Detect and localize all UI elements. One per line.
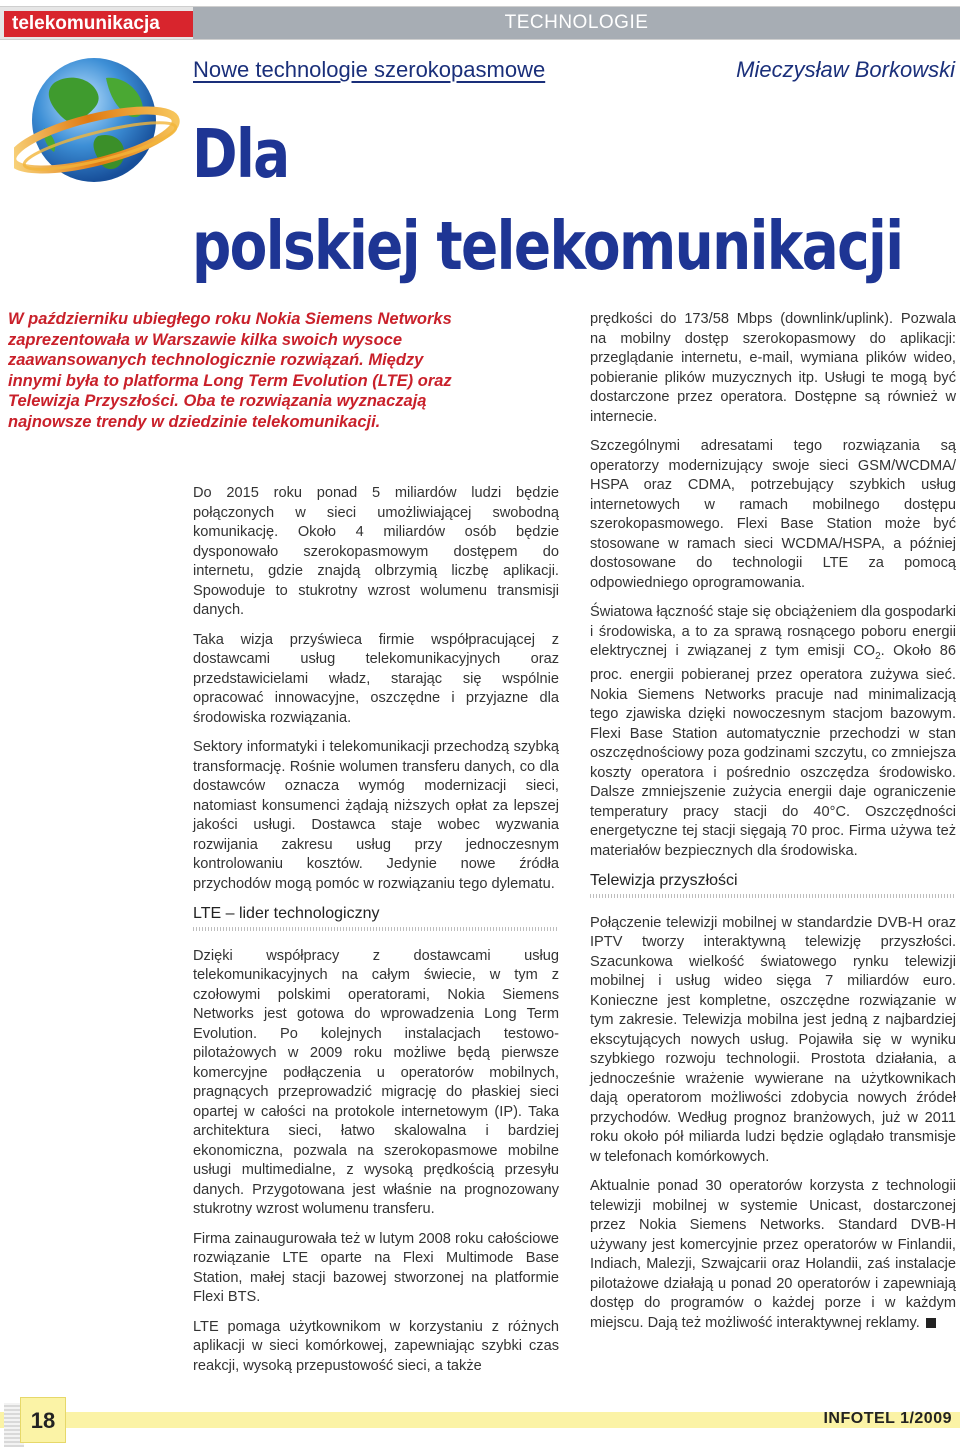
heading-rule <box>193 927 559 931</box>
section-heading-lte <box>193 904 559 933</box>
article-lead: W październiku ubiegłego roku Nokia Siemens Networks zaprezentowała w Warszawie kilka swoich wysoce zaawansowanych technologicznie rozwiązań. Między innymi była to platforma Long Term Evolution (LTE) oraz Telewizja Przyszłości. Oba te rozwiązania wyznaczają najnowsze trendy w dziedzinie telekomunikacji. <box>8 310 452 431</box>
paragraph: prędkości do 173/58 Mbps (downlink/uplink). Pozwala na mobilny dostęp szerokopasmowy do aplikacji: przeglądanie internetu, e-mail, wymiana plików wideo, pobieranie plików muzycznych itp. Usługi te mogą być dostarczone przez operatora. Dostępne są również w internecie. <box>590 311 956 425</box>
paragraph: Taka wizja przyświeca firmie współpracującej z dostawcami usług telekomunikacyjnych oraz przedstawicielami władz, starając się wspólnie opracować innowacyjne, oszczędne i przyjazne dla środowiska rozwiązania. <box>193 631 559 726</box>
text-fragment: Aktualnie ponad 30 operatorów korzysta z technologii telewizji mobilnej w systemie Unicast, dostarczonej przez Nokia Siemens Networks. Standard DVB-H używany jest komercyjnie przez operatorów w Finlandii, Indiach, Malezji, Szwajcarii oraz Holandii, zaś instalacje pilotażowe działają u ponad 20 operatorów i zapewniają dostęp do programów o każdej porze i w każdym miejscu. Dają też możliwość interaktywnej reklamy. <box>590 1178 956 1331</box>
paragraph <box>590 603 956 861</box>
globe-illustration <box>14 48 184 203</box>
section-heading-text: LTE – lider technologiczny <box>193 905 380 922</box>
paragraph: Firma zainaugurowała też w lutym 2008 roku całościowe rozwiązanie LTE oparte na Flexi Multimode Base Station, małej stacji bazowej stworzonej na platformie Flexi BTS. <box>193 1230 559 1305</box>
section-tag: telekomunikacja <box>4 11 193 37</box>
heading-rule <box>590 894 956 898</box>
text-fragment: . Około 86 proc. energii pobieranej przez operatora zużywa sieć. Nokia Siemens Networks pracuje nad minimalizacją tego zjawiska dzięki nowoczesnym stacjom bazowym. Flexi Base Station automatycznie przechodzi w stan oszczędnościowy poza godzinami szczytu, co zmniejsza koszty operatora i pośrednio oszczędza środowisko. Dalsze zmniejszenie zużycia energii daje ograniczenie temperatury pracy stacji do 40°C. Oszczędności energetyczne tej stacji sięgają 70 proc. Firma używa też materiałów bezpiecznych dla środowiska. <box>590 643 956 859</box>
paragraph: Połączenie telewizji mobilnej w standardzie DVB-H oraz IPTV tworzy interaktywną telewizję przyszłości. Szacunkowa wielkość światowego rynku telewizji mobilnej i usług wideo sięga 7 miliardów euro. Konieczne jest kompletne, oszczędne rozwiązanie w tym zakresie. Telewizja mobilna jest jedną z najbardziej ekscytujących nowych usług. Pojawiła się w wyniku szybkiego rozwoju technologii. Prostota działania, a jednocześnie wrażenie wywierane na użytkownikach dają operatorom możliwości zdobycia nowych źródeł przychodów. Według prognoz branżowych, już w 2011 roku około pół miliarda ludzi będzie oglądało transmisje w telefonach komórkowych. <box>590 914 956 1165</box>
subscript: 2 <box>875 650 881 662</box>
article-kicker: Nowe technologie szerokopasmowe <box>193 57 546 82</box>
column-right <box>590 310 956 1343</box>
article-author: Mieczysław Borkowski <box>736 57 955 82</box>
paragraph: Do 2015 roku ponad 5 miliardów ludzi będzie połączonych w sieci umożliwiającej swobodną komunikację. Około 4 miliardów osób będzie dysponowało szerokopasmowym dostępem do internetu, gdzie znajdą olbrzymią liczbę aplikacji. Spowoduje to stukrotny wzrost wolumenu transmisji danych. <box>193 485 559 618</box>
paragraph: Sektory informatyki i telekomunikacji przechodzą szybką transformację. Rośnie wolumen transferu danych, co dla dostawców oznacza wymóg modernizacji sieci, natomiast konsumenci żądają niższych opłat za lepszej jakości usługi. Dostawca staje wobec wyzwania rozwijania zakresu usług przy jednoczesnym kontrolowaniu kosztów. Jedynie nowe źródła przychodów mogą pomóc w rozwiązaniu tego dylematu. <box>193 739 559 892</box>
title-line-2: polskiej telekomunikacji <box>192 207 903 285</box>
title-line-1: Dla <box>192 115 289 193</box>
top-bar <box>0 6 960 40</box>
category-label: TECHNOLOGIE <box>193 7 960 39</box>
paragraph <box>590 1177 956 1333</box>
text-fragment: Światowa łączność staje się obciążeniem dla gospodarki i środowiska, a to za sprawą rosnącego poboru energii elektrycznej i związanej z tym emisji CO <box>590 604 956 659</box>
end-of-article-mark <box>926 1318 936 1328</box>
magazine-issue: INFOTEL 1/2009 <box>823 1410 952 1427</box>
page-number: 18 <box>20 1397 66 1443</box>
paragraph: Dzięki współpracy z dostawcami usług telekomunikacyjnych na całym świecie, w tym z czołowymi polskimi operatorami, Nokia Siemens Networks jest gotowa do wprowadzenia Long Term Evolution. Po kolejnych instalacjach testowo-pilotażowych w 2009 roku możliwe będą pierwsze komercyjne podłączenia u operatorów mobilnych, pragnących przeprowadzić migrację do płaskiej sieci opartej w całości na protokole internetowym (IP). Taka architektura sieci, łatwo skalowalna i bardziej ekonomiczna, pozwala na szerokopasmowe mobilne usługi multimedialne, z wysoką prędkością przesyłu danych. Przygotowana jest właśnie na prognozowany stukrotny wzrost wolumenu transferu. <box>193 947 559 1217</box>
paragraph: LTE pomaga użytkownikom w korzystaniu z różnych aplikacji w sieci komórkowej, zapewniając szybki czas reakcji, wysoką przepustowość sieci, a także <box>193 1318 559 1374</box>
section-heading-tv <box>590 871 956 900</box>
column-middle <box>193 484 559 1386</box>
footer-bar <box>0 1412 960 1428</box>
section-heading-text: Telewizja przyszłości <box>590 872 738 890</box>
article-title <box>192 108 903 292</box>
paragraph: Szczególnymi adresatami tego rozwiązania są operatorzy modernizujący swoje sieci GSM/WCDMA/ HSPA oraz CDMA, potrzebujący szybkich usług internetowych w ramach mobilnego dostępu szerokopasmowego. Flexi Base Station może być stosowane w ramach sieci WCDMA/HSPA, a później dostosowane do technologii LTE za pomocą odpowiedniego oprogramowania. <box>590 438 956 591</box>
